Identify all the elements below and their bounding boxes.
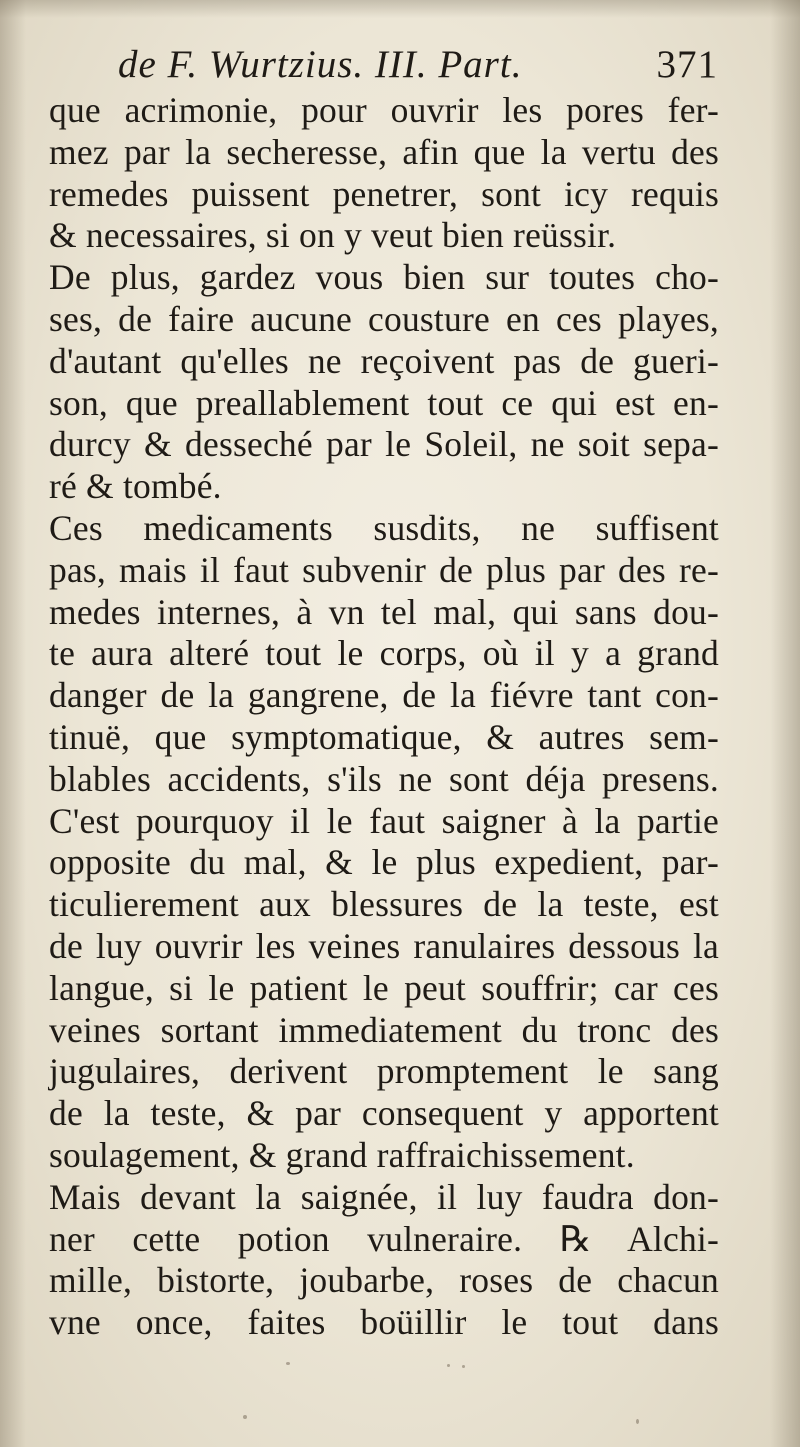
- text-line: de la teste, & par consequent y apportent: [49, 1093, 719, 1134]
- paper-speck: [243, 1415, 247, 1419]
- text-line: blables accidents, s'ils ne sont déja presens.: [49, 758, 719, 799]
- page-left-shadow: [0, 0, 26, 1447]
- text-line: langue, si le patient le peut souffrir; car ces: [49, 967, 719, 1008]
- paper-speck: [636, 1419, 639, 1424]
- text-line: ticulierement aux blessures de la teste, est: [49, 884, 719, 925]
- page-top-shadow: [0, 0, 800, 18]
- running-header: [118, 42, 718, 96]
- text-line: veines sortant immediatement du tronc des: [49, 1009, 719, 1050]
- text-line: te aura alteré tout le corps, où il y a grand: [49, 633, 719, 674]
- text-line: que acrimonie, pour ouvrir les pores fer-: [49, 90, 719, 130]
- text-line: pas, mais il faut subvenir de plus par des re-: [49, 549, 719, 590]
- text-line: opposite du mal, & le plus expedient, par-: [49, 842, 719, 883]
- text-line: soulagement, & grand raffraichissement.: [49, 1134, 635, 1175]
- paper-speck: [462, 1365, 465, 1368]
- text-line: ner cette potion vulneraire. ℞ Alchi-: [49, 1218, 719, 1259]
- text-line: & necessaires, si on y veut bien reüssir.: [49, 215, 617, 256]
- text-line: C'est pourquoy il le faut saigner à la partie: [49, 800, 719, 841]
- running-title: de F. Wurtzius. III. Part.: [118, 43, 523, 86]
- text-line: medes internes, à vn tel mal, qui sans dou-: [49, 591, 719, 632]
- page-number: 371: [656, 43, 718, 86]
- page-right-shadow: [770, 0, 800, 1447]
- paper-speck: [447, 1364, 450, 1367]
- text-line: Mais devant la saignée, il luy faudra don-: [49, 1176, 719, 1217]
- text-line: remedes puissent penetrer, sont icy requis: [49, 173, 719, 214]
- text-line: vne once, faites boüillir le tout dans: [49, 1302, 719, 1343]
- text-line: tinuë, que symptomatique, & autres sem-: [49, 716, 719, 757]
- text-line: durcy & desseché par le Soleil, ne soit sepa-: [49, 424, 719, 465]
- text-line: de luy ouvrir les veines ranulaires dessous la: [49, 925, 719, 966]
- text-line: jugulaires, derivent promptement le sang: [49, 1051, 719, 1092]
- text-line: d'autant qu'elles ne reçoivent pas de gueri-: [49, 340, 719, 381]
- text-line: mille, bistorte, joubarbe, roses de chacun: [49, 1260, 719, 1301]
- text-line: De plus, gardez vous bien sur toutes cho-: [49, 257, 719, 298]
- text-line: mez par la secheresse, afin que la vertu des: [49, 131, 719, 172]
- text-line: ses, de faire aucune cousture en ces playes,: [49, 298, 719, 339]
- paper-speck: [286, 1362, 290, 1365]
- text-line: danger de la gangrene, de la fiévre tant con-: [49, 675, 719, 716]
- text-line: ré & tombé.: [49, 466, 222, 507]
- body-text: [49, 90, 719, 1344]
- text-line: Ces medicaments susdits, ne suffisent: [49, 507, 719, 548]
- text-line: son, que preallablement tout ce qui est en-: [49, 382, 719, 423]
